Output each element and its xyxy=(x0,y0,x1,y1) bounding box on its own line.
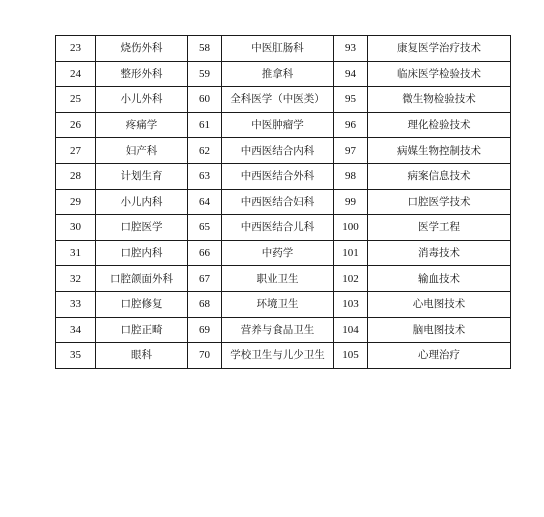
code-cell: 68 xyxy=(188,291,222,317)
specialty-cell: 口腔颌面外科 xyxy=(96,266,188,292)
specialty-cell: 口腔医学技术 xyxy=(368,189,511,215)
specialty-cell: 病案信息技术 xyxy=(368,163,511,189)
code-cell: 105 xyxy=(334,343,368,369)
specialty-cell: 口腔医学 xyxy=(96,215,188,241)
specialty-cell: 学校卫生与儿少卫生 xyxy=(222,343,334,369)
specialty-cell: 临床医学检验技术 xyxy=(368,61,511,87)
specialty-cell: 理化检验技术 xyxy=(368,112,511,138)
specialty-cell: 中医肛肠科 xyxy=(222,36,334,62)
code-cell: 104 xyxy=(334,317,368,343)
code-cell: 69 xyxy=(188,317,222,343)
code-cell: 64 xyxy=(188,189,222,215)
code-cell: 59 xyxy=(188,61,222,87)
table-row xyxy=(56,291,511,317)
specialty-cell: 小儿外科 xyxy=(96,87,188,113)
code-cell: 63 xyxy=(188,163,222,189)
table-row xyxy=(56,240,511,266)
code-cell: 62 xyxy=(188,138,222,164)
code-cell: 95 xyxy=(334,87,368,113)
code-cell: 97 xyxy=(334,138,368,164)
specialty-cell: 康复医学治疗技术 xyxy=(368,36,511,62)
code-cell: 34 xyxy=(56,317,96,343)
code-cell: 35 xyxy=(56,343,96,369)
code-cell: 27 xyxy=(56,138,96,164)
specialty-cell: 疼痛学 xyxy=(96,112,188,138)
table-row xyxy=(56,36,511,62)
code-cell: 31 xyxy=(56,240,96,266)
specialty-cell: 医学工程 xyxy=(368,215,511,241)
specialty-cell: 微生物检验技术 xyxy=(368,87,511,113)
code-cell: 24 xyxy=(56,61,96,87)
specialty-cell: 中西医结合外科 xyxy=(222,163,334,189)
table-row xyxy=(56,317,511,343)
specialty-cell: 推拿科 xyxy=(222,61,334,87)
table-row xyxy=(56,266,511,292)
specialty-cell: 计划生育 xyxy=(96,163,188,189)
specialty-cell: 小儿内科 xyxy=(96,189,188,215)
specialty-cell: 口腔内科 xyxy=(96,240,188,266)
specialty-cell: 营养与食品卫生 xyxy=(222,317,334,343)
code-cell: 103 xyxy=(334,291,368,317)
code-cell: 26 xyxy=(56,112,96,138)
code-cell: 28 xyxy=(56,163,96,189)
code-cell: 93 xyxy=(334,36,368,62)
code-cell: 98 xyxy=(334,163,368,189)
code-cell: 25 xyxy=(56,87,96,113)
code-cell: 101 xyxy=(334,240,368,266)
specialty-cell: 口腔正畸 xyxy=(96,317,188,343)
specialty-cell: 职业卫生 xyxy=(222,266,334,292)
specialty-cell: 心电图技术 xyxy=(368,291,511,317)
specialty-table xyxy=(55,35,511,369)
table-row xyxy=(56,138,511,164)
specialty-cell: 中西医结合妇科 xyxy=(222,189,334,215)
code-cell: 65 xyxy=(188,215,222,241)
specialty-cell: 整形外科 xyxy=(96,61,188,87)
specialty-cell: 中医肿瘤学 xyxy=(222,112,334,138)
code-cell: 96 xyxy=(334,112,368,138)
code-cell: 58 xyxy=(188,36,222,62)
specialty-cell: 消毒技术 xyxy=(368,240,511,266)
code-cell: 29 xyxy=(56,189,96,215)
specialty-cell: 中药学 xyxy=(222,240,334,266)
code-cell: 33 xyxy=(56,291,96,317)
code-cell: 102 xyxy=(334,266,368,292)
specialty-cell: 中西医结合内科 xyxy=(222,138,334,164)
code-cell: 67 xyxy=(188,266,222,292)
code-cell: 70 xyxy=(188,343,222,369)
table-row xyxy=(56,87,511,113)
specialty-cell: 口腔修复 xyxy=(96,291,188,317)
table-body xyxy=(56,36,511,369)
specialty-cell: 脑电图技术 xyxy=(368,317,511,343)
specialty-cell: 眼科 xyxy=(96,343,188,369)
specialty-cell: 病媒生物控制技术 xyxy=(368,138,511,164)
table-row xyxy=(56,112,511,138)
code-cell: 66 xyxy=(188,240,222,266)
specialty-cell: 妇产科 xyxy=(96,138,188,164)
code-cell: 61 xyxy=(188,112,222,138)
code-cell: 60 xyxy=(188,87,222,113)
code-cell: 32 xyxy=(56,266,96,292)
code-cell: 99 xyxy=(334,189,368,215)
code-cell: 100 xyxy=(334,215,368,241)
code-cell: 94 xyxy=(334,61,368,87)
specialty-cell: 全科医学（中医类） xyxy=(222,87,334,113)
table-row xyxy=(56,189,511,215)
table-row xyxy=(56,163,511,189)
table-row xyxy=(56,215,511,241)
code-cell: 23 xyxy=(56,36,96,62)
specialty-cell: 环境卫生 xyxy=(222,291,334,317)
specialty-cell: 心理治疗 xyxy=(368,343,511,369)
table-row xyxy=(56,343,511,369)
specialty-cell: 烧伤外科 xyxy=(96,36,188,62)
table-row xyxy=(56,61,511,87)
code-cell: 30 xyxy=(56,215,96,241)
specialty-cell: 中西医结合儿科 xyxy=(222,215,334,241)
specialty-cell: 输血技术 xyxy=(368,266,511,292)
